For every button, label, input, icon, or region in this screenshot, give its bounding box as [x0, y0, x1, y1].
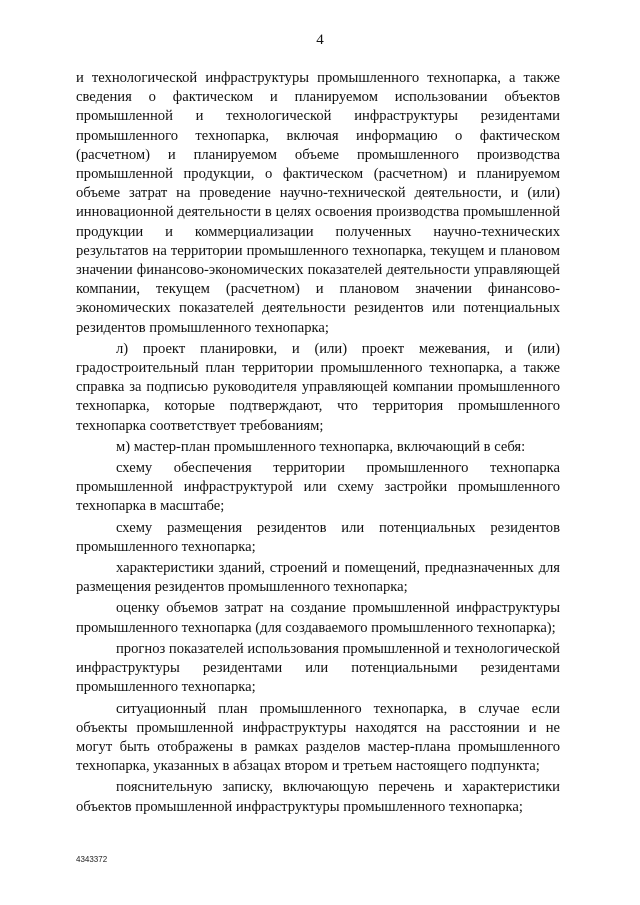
paragraph-usage-forecast: прогноз показателей использования промышленной и технологической инфраструктуры резидентами или потенциальными резидентами промышленного технопарка;	[76, 640, 560, 696]
paragraph-explanatory-note: пояснительную записку, включающую перечень и характеристики объектов промышленной инфраструктуры промышленного технопарка;	[76, 779, 560, 815]
paragraph-continuation: и технологической инфраструктуры промышленного технопарка, а также сведения о фактическом и планируемом использовании объектов промышленной и технологической инфраструктуры резидентами промышленного технопарка, включая информацию о фактическом (расчетном) и планируемом объеме промышленного производства промышленной продукции, о фактическом (расчетном) и планируемом объеме затрат на проведение научно-технической деятельности, и (или) инновационной деятельности в целях освоения производства промышленной продукции и коммерциализации полученных научно-технических результатов на территории промышленного технопарка, текущем и плановом значении финансово-экономических показателей деятельности управляющей компании, текущем (расчетном) и плановом значении финансово-экономических показателей деятельности резидентов или потенциальных резидентов промышленного технопарка;	[76, 70, 560, 336]
paragraph-buildings-characteristics: характеристики зданий, строений и помещений, предназначенных для размещения резидентов промышленного технопарка;	[76, 560, 560, 596]
paragraph-cost-estimate: оценку объемов затрат на создание промышленной инфраструктуры промышленного технопарка (для создаваемого промышленного технопарка);	[76, 600, 560, 636]
page-number: 4	[316, 32, 324, 48]
paragraph-territory-scheme: схему обеспечения территории промышленного технопарка промышленной инфраструктурой или схему застройки промышленного технопарка в масштабе;	[76, 460, 560, 515]
document-body	[76, 69, 560, 817]
paragraph-item-m: м) мастер-план промышленного технопарка, включающий в себя:	[116, 438, 526, 455]
paragraph-residents-scheme: схему размещения резидентов или потенциальных резидентов промышленного технопарка;	[76, 519, 560, 555]
paragraph-situational-plan: ситуационный план промышленного технопарка, в случае если объекты промышленной инфраструктуры находятся на расстоянии и не могут быть отображены в рамках разделов мастер-плана промышленного технопарка, указанных в абзацах втором и третьем настоящего подпункта;	[76, 700, 560, 775]
paragraph-item-l: л) проект планировки, и (или) проект межевания, и (или) градостроительный план территории промышленного технопарка, а также справка за подписью руководителя управляющей компании промышленного технопарка, которые подтверждают, что территория промышленного технопарка соответствует требованиям;	[76, 340, 560, 434]
document-code: 4343372	[76, 855, 108, 864]
